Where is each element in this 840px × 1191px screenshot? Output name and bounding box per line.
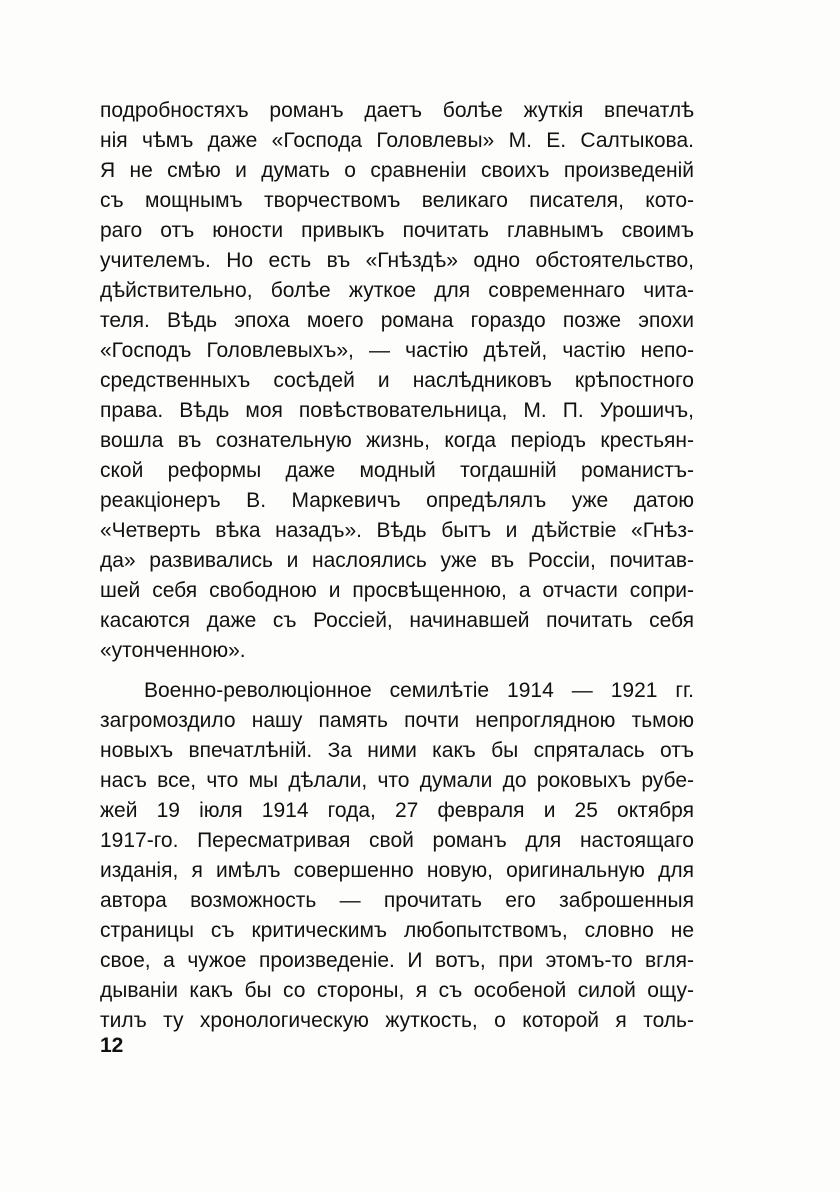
text-line: теля. Вѣдь эпоха моего романа гораздо позже эпохи — [100, 309, 694, 332]
text-line: «утонченною». — [100, 639, 246, 662]
text-line: новыхъ впечатлѣній. За ними какъ бы спряталась отъ — [100, 739, 694, 762]
text-line: нія чѣмъ даже «Господа Головлевы» М. Е. Салтыкова. — [100, 129, 694, 152]
text-line: тилъ ту хронологическую жуткость, о которой я толь- — [100, 1009, 694, 1032]
text-line: страницы съ критическимъ любопытствомъ, словно не — [100, 919, 694, 942]
text-line: свое, а чужое произведеніе. И вотъ, при этомъ-то вгля- — [100, 949, 694, 972]
text-line: дѣйствительно, болѣе жуткое для современнаго чита- — [100, 279, 694, 302]
text-line: касаются даже съ Россіей, начинавшей почитать себя — [100, 609, 694, 632]
text-line: изданія, я имѣлъ совершенно новую, оригинальную для — [100, 859, 694, 882]
paragraph-1 — [100, 96, 694, 666]
text-line: шей себя свободною и просвѣщенною, а отчасти сопри- — [100, 579, 694, 602]
text-line: учителемъ. Но есть въ «Гнѣздѣ» одно обстоятельство, — [100, 249, 694, 272]
page-number: 12 — [100, 1034, 124, 1057]
text-line: «Четверть вѣка назадъ». Вѣдь бытъ и дѣйствіе «Гнѣз- — [100, 519, 694, 542]
text-line: дываніи какъ бы со стороны, я съ особеной силой ощу- — [100, 979, 694, 1002]
text-line: 1917-го. Пересматривая свой романъ для настоящаго — [100, 829, 694, 852]
text-line: Я не смѣю и думать о сравненіи своихъ произведеній — [100, 159, 694, 182]
text-line: раго отъ юности привыкъ почитать главнымъ своимъ — [100, 219, 694, 242]
text-line: автора возможность — прочитать его заброшенныя — [100, 889, 694, 912]
text-line: ской реформы даже модный тогдашній романистъ- — [100, 459, 694, 482]
text-line: Военно-революціонное семилѣтіе 1914 — 1921 гг. — [144, 679, 694, 702]
text-line: вошла въ сознательную жизнь, когда періодъ крестьян- — [100, 429, 694, 452]
text-line: съ мощнымъ творчествомъ великаго писателя, кото- — [100, 189, 694, 212]
paragraph-2 — [100, 676, 694, 1036]
text-line: да» развивались и наслоялись уже въ Россіи, почитав- — [100, 549, 694, 572]
text-line: загромоздило нашу память почти непроглядною тьмою — [100, 709, 694, 732]
text-line: насъ все, что мы дѣлали, что думали до роковыхъ рубе- — [100, 769, 694, 792]
body-text — [100, 96, 694, 1036]
text-line: подробностяхъ романъ даетъ болѣе жуткія впечатлѣ — [100, 99, 694, 122]
text-line: реакціонеръ В. Маркевичъ опредѣлялъ уже датою — [100, 489, 694, 512]
text-line: «Господъ Головлевыхъ», — частію дѣтей, частію непо- — [100, 339, 694, 362]
text-line: средственныхъ сосѣдей и наслѣдниковъ крѣпостного — [100, 369, 694, 392]
paragraph-gap — [100, 666, 694, 676]
text-line: жей 19 іюля 1914 года, 27 февраля и 25 октября — [100, 799, 694, 822]
text-line: права. Вѣдь моя повѣствовательница, М. П. Урошичъ, — [100, 399, 694, 422]
